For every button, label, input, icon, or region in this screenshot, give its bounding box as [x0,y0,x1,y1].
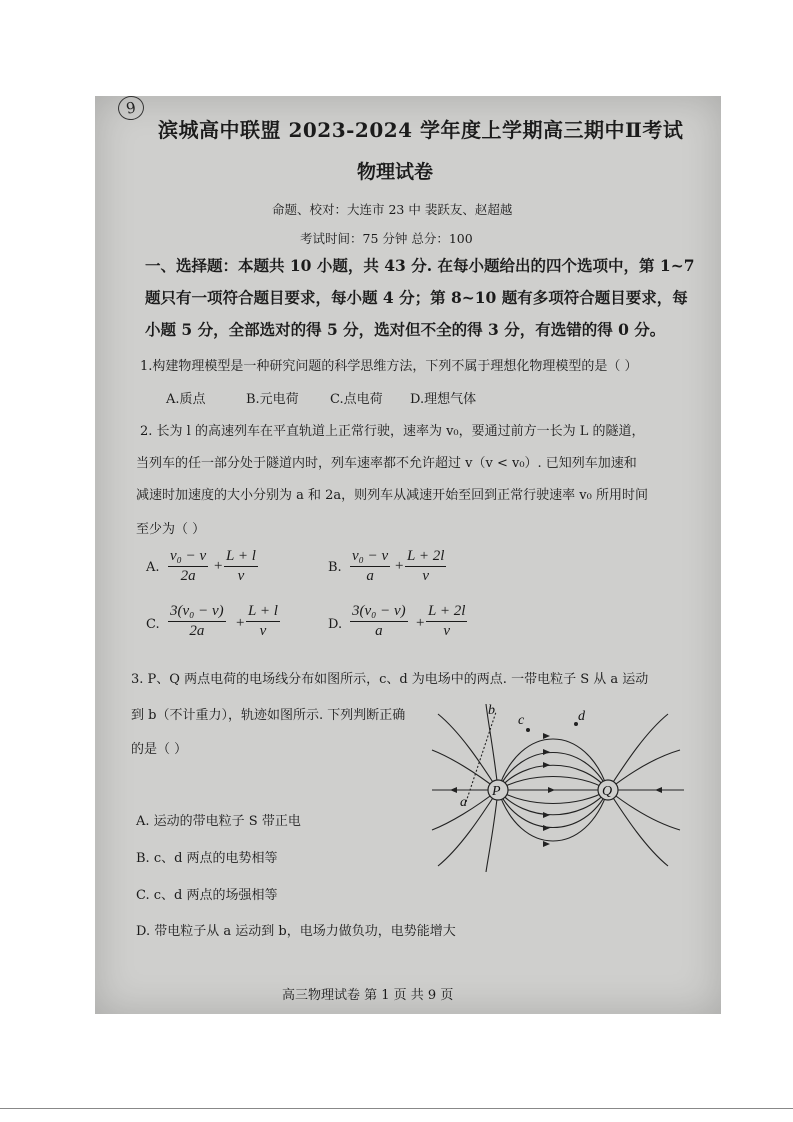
question-2-line-2: 当列车的任一部分处于隧道内时，列车速率都不允许超过 v（v < v₀）. 已知列车加速和 [136,456,637,471]
label-p: P [492,784,501,799]
plus-sign: + [416,615,425,631]
arrow-marker [655,787,662,793]
exam-subtitle: 物理试卷 [357,161,434,183]
arrow-marker [548,787,555,793]
fraction-numerator: 3(v₀ − v) [168,603,226,622]
field-line [498,765,608,790]
arrow-marker [543,825,550,831]
question-2-line-1: 2. 长为 l 的高速列车在平直轨道上正常行驶，速率为 v₀，要通过前方一长为 L 的隧道， [140,424,645,439]
question-2-option-a-fraction-1 [168,548,208,585]
question-2-option-a-label: A. [146,560,160,575]
label-b: b [488,703,495,718]
field-line [432,750,498,790]
question-3-option-c: C. c、d 两点的场强相等 [136,888,278,903]
point-c-dot [526,728,530,732]
electric-field-diagram [430,702,686,872]
question-2-option-b-fraction-2 [405,548,446,585]
fraction-numerator: v₀ − v [350,548,390,567]
question-2-option-d-fraction-1 [350,603,408,640]
question-2-option-a-fraction-2 [224,548,258,585]
field-line [608,750,680,790]
label-q: Q [602,784,613,799]
question-3-option-b: B. c、d 两点的电势相等 [136,851,278,866]
field-line [608,714,668,790]
field-line [608,790,668,866]
arrow-marker [543,762,550,768]
plus-sign: + [214,558,223,574]
page-divider [0,1108,793,1109]
section-instructions-line-3: 小题 5 分，全部选对的得 5 分，选对但不全的得 3 分，有选错的得 0 分。 [145,320,666,339]
section-instructions-line-1: 一、选择题：本题共 10 小题，共 43 分. 在每小题给出的四个选项中，第 1~7 [145,256,695,275]
arrow-marker [543,733,550,739]
question-2-line-3: 减速时加速度的大小分别为 a 和 2a，则列车从减速开始至回到正常行驶速率 v₀ 所用时间 [136,488,648,503]
question-1-option-b: B.元电荷 [246,392,299,407]
question-3-line-3: 的是（ ） [131,742,188,757]
question-2-option-d-label: D. [328,617,343,632]
field-lines [432,704,684,872]
field-line [486,790,498,872]
plus-sign: + [236,615,245,631]
question-3-option-a: A. 运动的带电粒子 S 带正电 [136,814,301,829]
question-1-stem: 1.构建物理模型是一种研究问题的科学思维方法，下列不属于理想化物理模型的是（ ） [140,359,638,374]
fraction-numerator: v₀ − v [168,548,208,567]
fraction-numerator: L + l [224,548,258,567]
fraction-numerator: L + l [246,603,280,622]
arrow-marker [450,787,457,793]
question-2-option-c-fraction-1 [168,603,226,640]
question-1-option-c: C.点电荷 [330,392,383,407]
section-instructions-line-2: 题只有一项符合题目要求，每小题 4 分；第 8~10 题有多项符合题目要求，每 [145,288,688,307]
fraction-numerator: L + 2l [405,548,446,567]
question-2-option-d-fraction-2 [426,603,467,640]
question-3-line-1: 3. P、Q 两点电荷的电场线分布如图所示，c、d 为电场中的两点. 一带电粒子 S 从 a 运动 [131,672,649,687]
fraction-denominator: v [443,623,451,639]
fraction-denominator: 2a [180,568,196,584]
fraction-numerator: L + 2l [426,603,467,622]
fraction-denominator: v [259,623,267,639]
handwritten-page-mark: 9 [116,94,146,122]
question-2-option-c-fraction-2 [246,603,280,640]
label-a: a [460,795,467,810]
fraction-numerator: 3(v₀ − v) [350,603,408,622]
exam-info: 考试时间：75 分钟 总分：100 [300,231,473,246]
question-2-option-c-label: C. [146,617,160,632]
exam-authors: 命题、校对：大连市 23 中 裴跃友、赵超越 [272,202,513,217]
label-c: c [518,713,525,728]
question-1-option-a: A.质点 [166,392,206,407]
fraction-denominator: a [366,568,374,584]
arrow-marker [543,749,550,755]
field-line [498,777,608,791]
fraction-denominator: v [237,568,245,584]
plus-sign: + [395,558,404,574]
question-2-option-b-fraction-1 [350,548,390,585]
fraction-denominator: a [375,623,383,639]
page-footer: 高三物理试卷 第 1 页 共 9 页 [282,988,454,1003]
field-line [498,790,608,815]
field-line [608,790,680,830]
label-d: d [578,709,585,724]
question-2-option-b-label: B. [328,560,342,575]
arrow-marker [543,812,550,818]
fraction-denominator: 2a [189,623,205,639]
question-3-line-2: 到 b（不计重力），轨迹如图所示. 下列判断正确 [131,708,406,723]
question-1-option-d: D.理想气体 [410,392,477,407]
exam-title: 滨城高中联盟 2023-2024 学年度上学期高三期中Ⅱ考试 [158,118,684,142]
fraction-denominator: v [422,568,430,584]
field-line [498,790,608,804]
arrow-marker [543,841,550,847]
question-3-option-d: D. 带电粒子从 a 运动到 b，电场力做负功，电势能增大 [136,924,456,939]
question-2-line-4: 至少为（ ） [136,522,206,537]
